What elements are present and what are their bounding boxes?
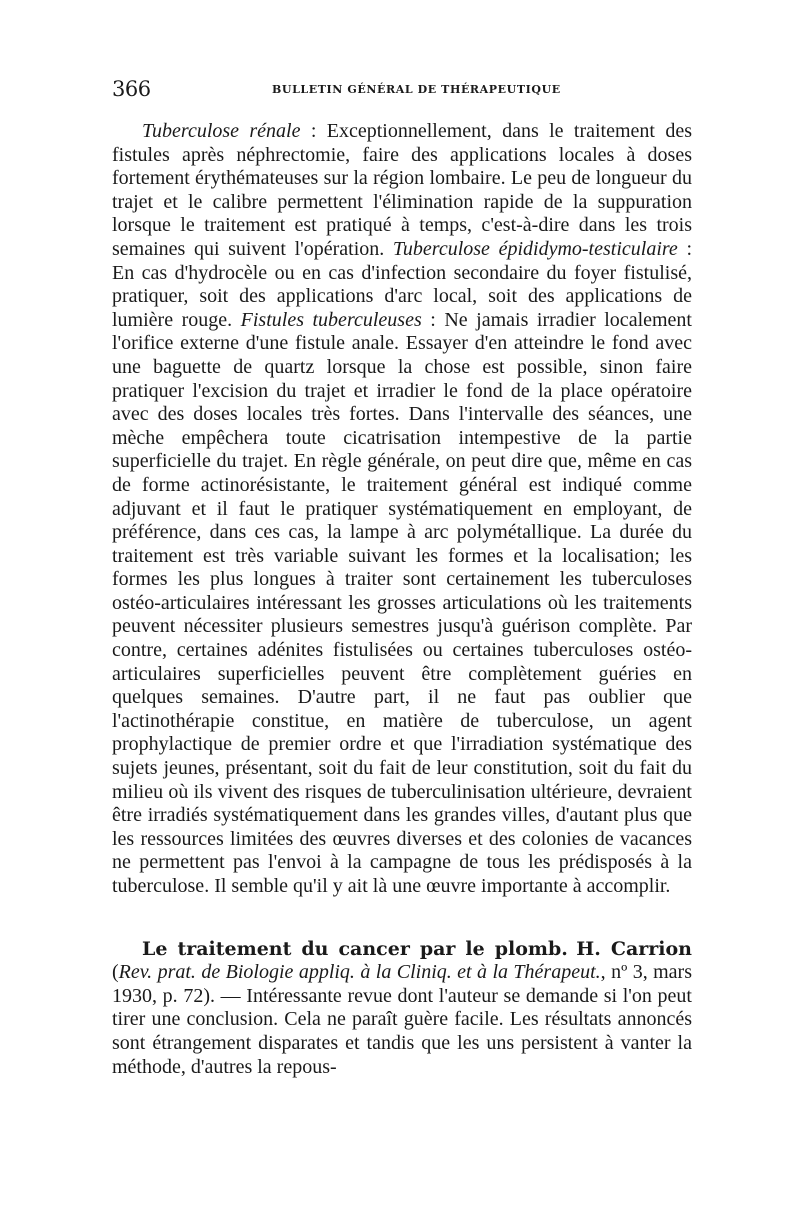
- article-author: H. Carrion: [576, 937, 692, 960]
- section-gap: [112, 899, 692, 938]
- journal-title: BULLETIN GÉNÉRAL DE THÉRAPEUTIQUE: [272, 83, 561, 96]
- paragraph-text-2: : En cas d'hydrocèle ou en cas d'infection secondaire du foyer fistulisé, pratiquer, soit des applications d'arc local, soit des applications de lumière rouge.: [112, 237, 692, 331]
- paragraph-cancer-plomb: [112, 938, 692, 1080]
- paragraph-tuberculose: [112, 120, 692, 899]
- open-paren: (: [112, 961, 119, 984]
- page: [112, 78, 692, 1079]
- heading-tuberculose-renale: Tuberculose rénale: [142, 120, 301, 142]
- running-head: [112, 78, 692, 104]
- heading-fistules-tuberculeuses: Fistules tuberculeuses: [240, 308, 422, 331]
- heading-tuberculose-epididymo: Tuberculose épididymo-testiculaire: [392, 237, 678, 260]
- article-text: , nº 3, mars 1930, p. 72). — Intéressante revue dont l'auteur se demande si l'on peut tirer une conclusion. Cela ne paraît guère facile. Les résultats annoncés sont étrangement disparates et tandis que les uns persistent à vanter la méthode, d'autres la repous-: [112, 961, 692, 1078]
- paragraph-text-1: : Exceptionnellement, dans le traitement des fistules après néphrectomie, faire des applications locales à doses fortement érythémateuses sur la région lombaire. Le peu de longueur du trajet et le calibre permettent l'élimination rapide de la suppuration lorsque le traitement est pratiqué à temps, c'est-à-dire dans les trois semaines qui suivent l'opération.: [112, 120, 693, 260]
- paragraph-text-3: : Ne jamais irradier localement l'orifice externe d'une fistule anale. Essayer d'en atteindre le fond avec une baguette de quartz lorsque la chose est possible, sinon faire pratiquer l'excision du trajet et irradier le fond de la place opératoire avec des doses locales très fortes. Dans l'intervalle des séances, une mèche empêchera toute cicatrisation intempestive de la partie superficielle du trajet. En règle générale, on peut dire que, même en cas de forme actinorésistante, le traitement général est indiqué comme adjuvant et il faut le pratiquer systématiquement en employant, de préférence, dans ces cas, la lampe à arc polymétallique. La durée du traitement est très variable suivant les formes et la localisation; les formes les plus longues à traiter sont certainement les tuberculoses ostéo-articulaires intéressant les grosses articulations où les traitements peuvent nécessiter plusieurs semestres jusqu'à guérison complète. Par contre, certaines adénites fistulisées ou certaines tuberculoses ostéo-articulaires superficielles peuvent être complètement guéries en quelques semaines. D'autre part, il ne faut pas oublier que l'actinothérapie constitue, en matière de tuberculose, un agent prophylactique de premier ordre et que l'irradiation systématique des sujets jeunes, présentant, soit du fait de leur constitution, soit du fait du milieu où ils vivent des risques de tuberculinisation ultérieure, devraient être irradiés systématiquement dans les grandes villes, d'autant plus que les ressources limitées des œuvres diverses et des colonies de vacances ne permettent pas l'envoi à la campagne de tous les prédisposés à la tuberculose. Il semble qu'il y ait là une œuvre importante à accomplir.: [112, 308, 692, 897]
- article-title: Le traitement du cancer par le plomb.: [142, 937, 568, 960]
- page-number: 366: [112, 77, 151, 101]
- article-reference: Rev. prat. de Biologie appliq. à la Cliniq. et à la Thérapeut.: [118, 961, 601, 984]
